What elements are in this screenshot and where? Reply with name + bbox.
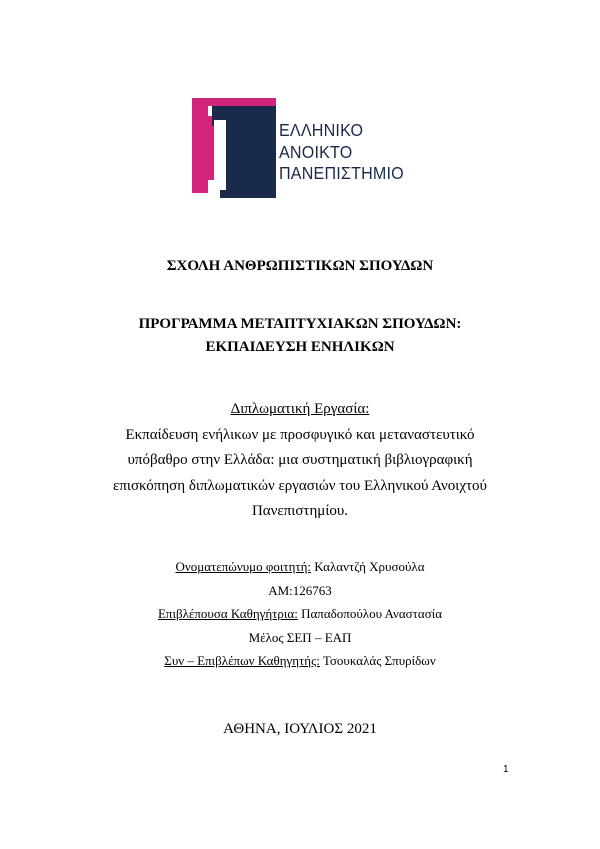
university-logo (192, 98, 422, 198)
logo-line-2: ΑΝΟΙΚΤΟ (279, 141, 353, 162)
program-title (0, 313, 600, 359)
supervisor-label: Επιβλέπουσα Καθηγήτρια: (157, 606, 298, 621)
program-line-2: ΕΚΠΑΙΔΕΥΣΗ ΕΝΗΛΙΚΩΝ (205, 339, 395, 355)
program-line-1: ΠΡΟΓΡΑΜΜΑ ΜΕΤΑΠΤΥΧΙΑΚΩΝ ΣΠΟΥΔΩΝ: (138, 316, 462, 332)
supervisor-name: Παπαδοπούλου Αναστασία (297, 606, 443, 621)
supervisor-role: Μέλος ΣΕΠ – ΕΑΠ (248, 629, 352, 645)
thesis-title-line-4: Πανεπιστημίου. (251, 503, 349, 519)
co-supervisor-row (0, 649, 600, 673)
supervisor-row (0, 602, 600, 626)
student-row (0, 555, 600, 579)
thesis-title-line-3: επισκόπηση διπλωματικών εργασιών του Ελληνικού Ανοιχτού (113, 477, 487, 494)
co-supervisor-label: Συν – Επιβλέπων Καθηγητής: (164, 653, 320, 668)
logo-line-1: ΕΛΛΗΝΙΚΟ (279, 120, 364, 140)
logo-wordmark (279, 120, 404, 185)
page-number: 1 (503, 764, 509, 775)
thesis-title-line-1: Εκπαίδευση ενήλικων με προσφυγικό και μεταναστευτικό (125, 426, 475, 443)
student-am: ΑΜ:126763 (268, 582, 332, 598)
logo-line-3: ΠΑΝΕΠΙΣΤΗΜΙΟ (279, 163, 404, 183)
student-name: Καλαντζή Χρυσούλα (311, 559, 425, 574)
thesis-title-line-2: υπόβαθρο στην Ελλάδα: μια συστηματική βιβλιογραφική (127, 452, 473, 468)
school-name: ΣΧΟΛΗ ΑΝΘΡΩΠΙΣΤΙΚΩΝ ΣΠΟΥΔΩΝ (166, 258, 434, 274)
student-label: Ονοματεπώνυμο φοιτητή: (175, 559, 312, 574)
logo-emblem-icon (192, 98, 276, 198)
author-info (0, 555, 600, 673)
co-supervisor-name: Τσουκαλάς Σπυρίδων (319, 653, 436, 668)
city-date: ΑΘΗΝΑ, ΙΟΥΛΙΟΣ 2021 (223, 721, 377, 737)
thesis-block (0, 397, 600, 525)
thesis-label: Διπλωματική Εργασία: (230, 401, 370, 417)
